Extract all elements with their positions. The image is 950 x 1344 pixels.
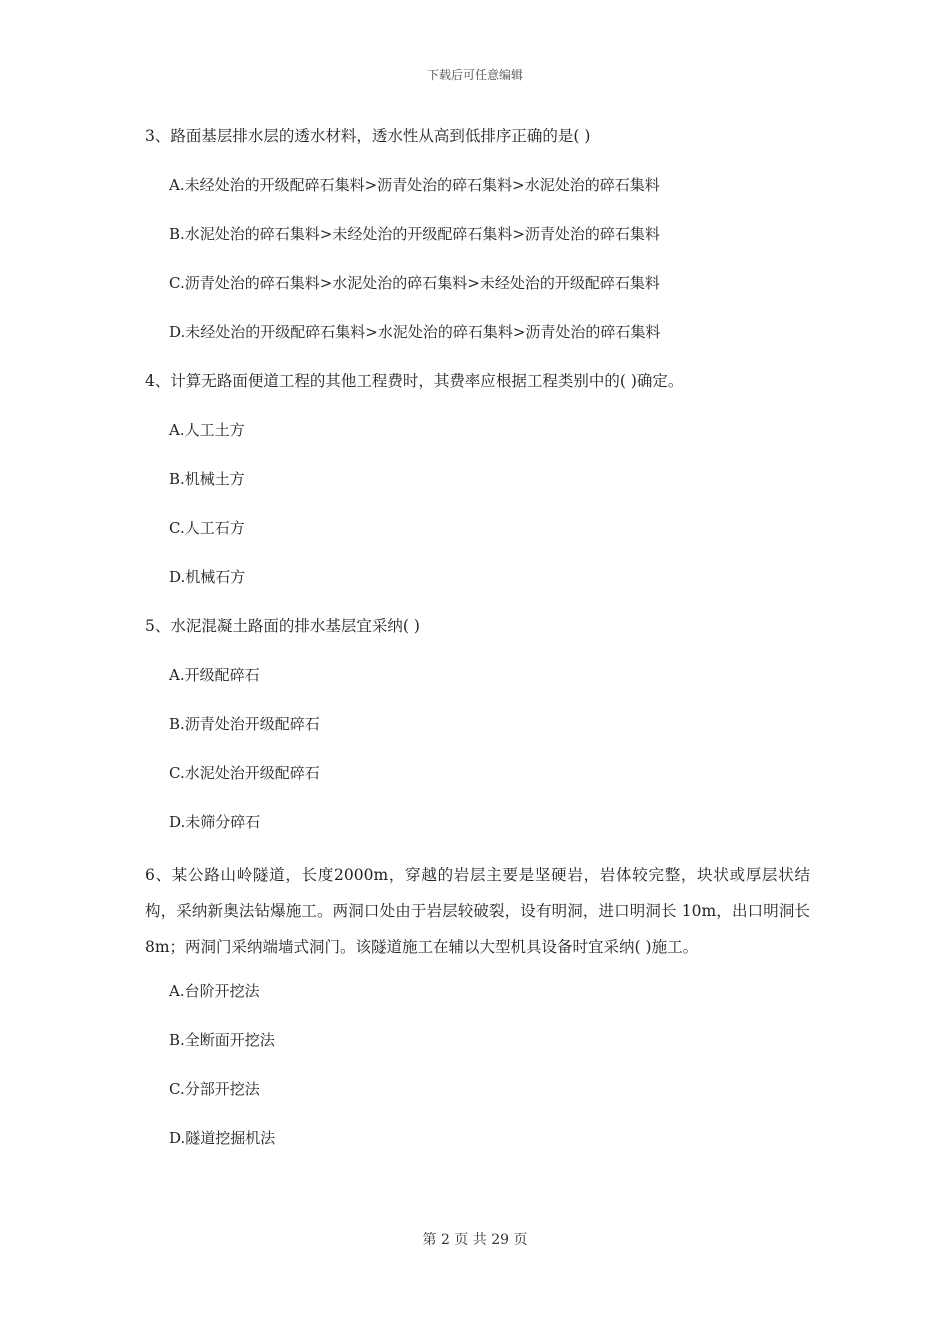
option-b: B.沥青处治开级配碎石 bbox=[169, 715, 320, 733]
option-a: A.台阶开挖法 bbox=[169, 982, 260, 1000]
question-text: 6、某公路山岭隧道，长度2000m，穿越的岩层主要是坚硬岩，岩体较完整，块状或厚层状结构，采纳新奥法钻爆施工。两洞口处由于岩层较破裂，设有明洞，进口明洞长 10m，出口明洞长 8m；两洞门采纳端墙式洞门。该隧道施工在辅以大型机具设备时宜采纳( )施工。 bbox=[145, 866, 810, 956]
option-b: B.水泥处治的碎石集料>未经处治的开级配碎石集料>沥青处治的碎石集料 bbox=[169, 225, 660, 243]
option-b: B.全断面开挖法 bbox=[169, 1031, 275, 1049]
question-block bbox=[145, 367, 810, 592]
option-d: D.隧道挖掘机法 bbox=[169, 1129, 276, 1147]
option-d: D.机械石方 bbox=[169, 568, 246, 586]
question-block bbox=[145, 857, 810, 1153]
option-c: C.人工石方 bbox=[169, 519, 245, 537]
option-d: D.未筛分碎石 bbox=[169, 813, 261, 831]
option-d: D.未经处治的开级配碎石集料>水泥处治的碎石集料>沥青处治的碎石集料 bbox=[169, 323, 661, 341]
question-block bbox=[145, 612, 810, 837]
option-a: A.未经处治的开级配碎石集料>沥青处治的碎石集料>水泥处治的碎石集料 bbox=[169, 176, 660, 194]
question-block bbox=[145, 122, 810, 347]
question-text: 3、路面基层排水层的透水材料，透水性从高到低排序正确的是( ) bbox=[145, 127, 591, 145]
question-text: 5、水泥混凝土路面的排水基层宜采纳( ) bbox=[145, 617, 420, 635]
option-c: C.水泥处治开级配碎石 bbox=[169, 764, 320, 782]
option-a: A.开级配碎石 bbox=[169, 666, 260, 684]
document-body bbox=[145, 122, 810, 1173]
option-a: A.人工土方 bbox=[169, 421, 245, 439]
page-footer: 第 2 页 共 29 页 bbox=[422, 1232, 528, 1248]
page-header: 下载后可任意编辑 bbox=[426, 68, 523, 82]
option-c: C.沥青处治的碎石集料>水泥处治的碎石集料>未经处治的开级配碎石集料 bbox=[169, 274, 660, 292]
option-c: C.分部开挖法 bbox=[169, 1080, 260, 1098]
question-text: 4、计算无路面便道工程的其他工程费时，其费率应根据工程类别中的( )确定。 bbox=[145, 372, 684, 390]
option-b: B.机械土方 bbox=[169, 470, 245, 488]
